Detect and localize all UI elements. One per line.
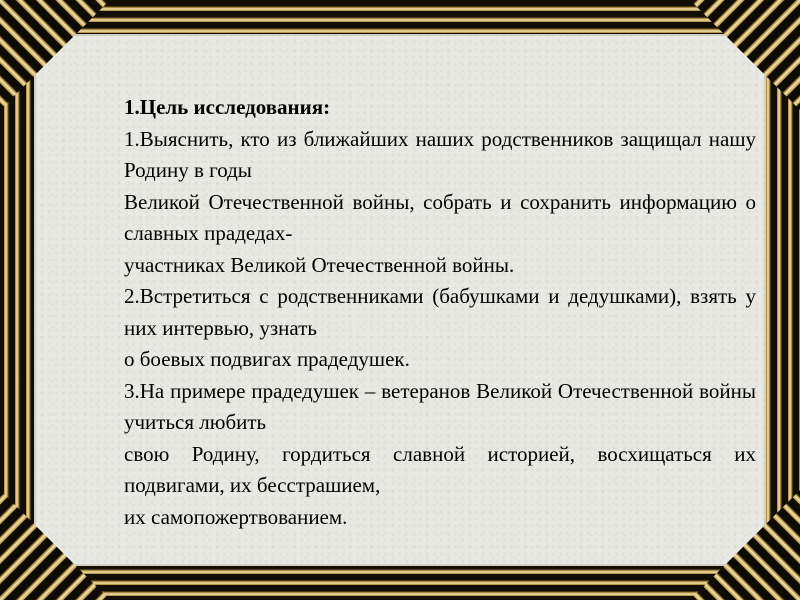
- goal-2-line-1: 2.Встретиться с родственниками (бабушками и дедушками), взять у них интервью, узнать: [124, 284, 756, 340]
- goal-1-line-3: участниках Великой Отечественной войны.: [124, 252, 515, 277]
- goal-3-line-1: 3.На примере прадедушек – ветеранов Великой Отечественной войны учиться любить: [124, 378, 756, 434]
- goal-1-line-1: 1.Выяснить, кто из ближайших наших родственников защищал нашу Родину в годы: [124, 126, 756, 182]
- goal-2-line-2: о боевых подвигах прадедушек.: [124, 347, 410, 371]
- research-goal-heading: 1.Цель исследования:: [124, 95, 331, 119]
- goal-3-line-3: их самопожертвованием.: [124, 504, 348, 529]
- slide-text: [124, 92, 756, 533]
- goal-paragraph-1: [124, 124, 756, 282]
- goal-paragraph-2: [124, 281, 756, 376]
- goal-paragraph-3: [124, 376, 756, 534]
- goal-3-line-2: свою Родину, гордиться славной историей, восхищаться их подвигами, их бесстрашием,: [124, 441, 756, 497]
- goal-1-line-2: Великой Отечественной войны, собрать и сохранить информацию о славных прадедах-: [124, 189, 756, 245]
